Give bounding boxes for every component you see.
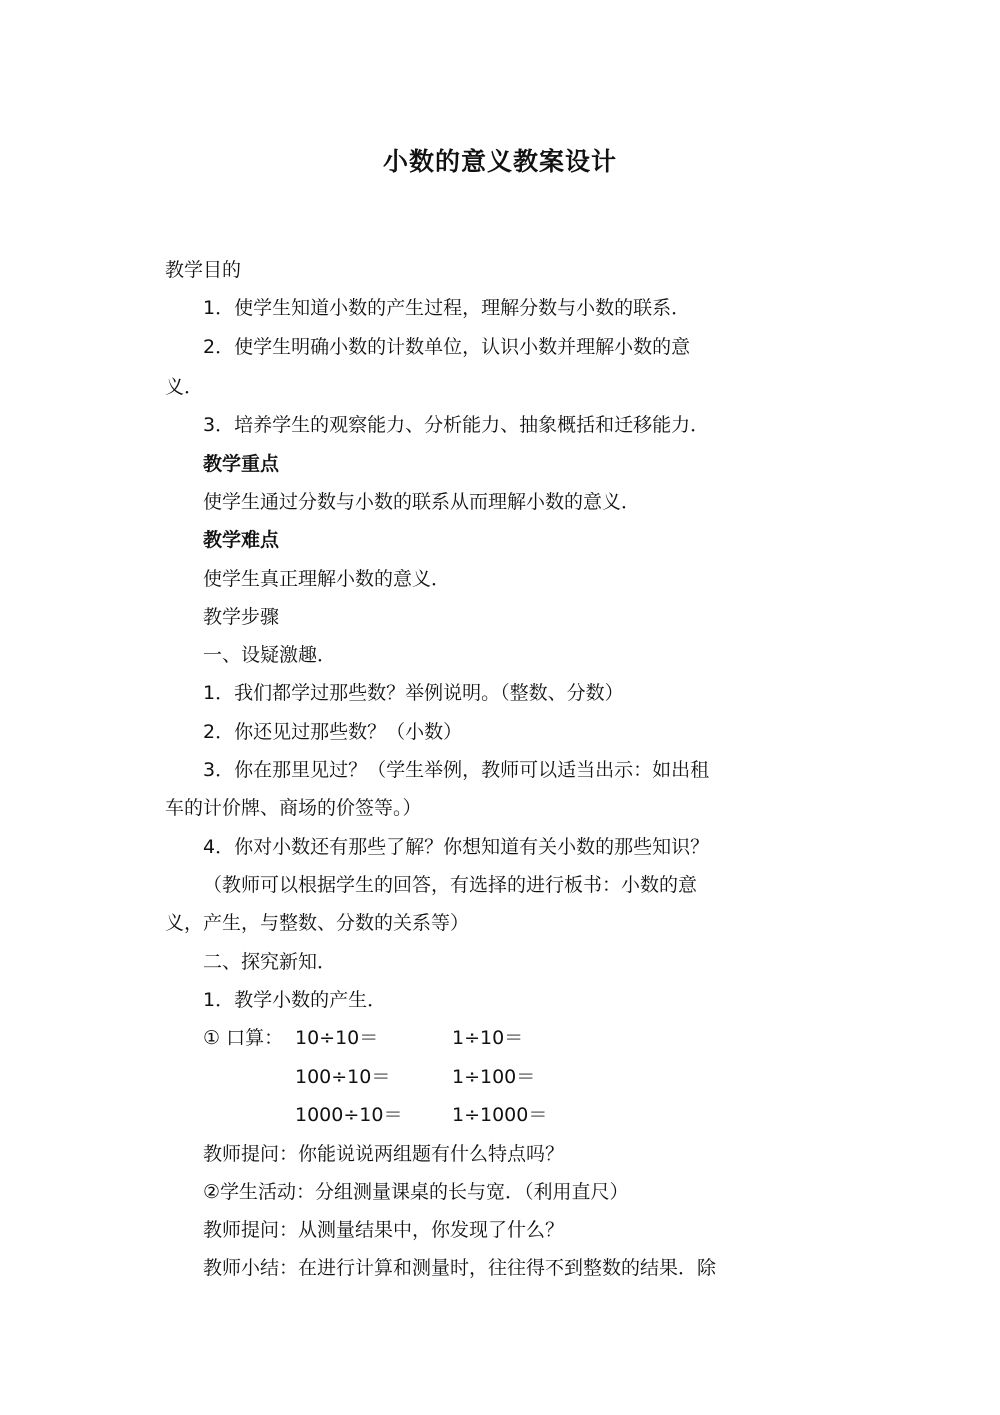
- oral-calc-right: 1÷10＝: [452, 1027, 524, 1049]
- oral-calc-right: 1÷1000＝: [452, 1104, 548, 1126]
- heading-key-point: 教学重点: [203, 453, 280, 475]
- heading-steps: 教学步骤: [203, 606, 280, 628]
- step2-title: 二、探究新知．: [203, 951, 337, 973]
- teacher-question-2: 教师提问：从测量结果中，你发现了什么？: [203, 1219, 565, 1241]
- page-title: 小数的意义教案设计: [382, 147, 617, 176]
- difficulty-text: 使学生真正理解小数的意义．: [203, 568, 451, 590]
- step1-note: （教师可以根据学生的回答，有选择的进行板书：小数的意: [203, 874, 698, 896]
- teacher-question-1: 教师提问：你能说说两组题有什么特点吗？: [203, 1143, 565, 1165]
- teacher-summary: 教师小结：在进行计算和测量时，往往得不到整数的结果．除: [203, 1257, 717, 1279]
- key-point-text: 使学生通过分数与小数的联系从而理解小数的意义．: [203, 491, 641, 513]
- oral-calc-left: 100÷10＝: [295, 1066, 391, 1088]
- heading-difficulty: 教学难点: [203, 529, 280, 551]
- step1-item: 3．你在那里见过？（学生举例，教师可以适当出示：如出租: [203, 759, 710, 781]
- step1-item: 1．我们都学过那些数？举例说明。（整数、分数）: [203, 682, 624, 704]
- heading-objectives: 教学目的: [165, 259, 242, 281]
- objective-2: 2．使学生明确小数的计数单位，认识小数并理解小数的意: [203, 336, 691, 358]
- student-activity: ②学生活动：分组测量课桌的长与宽．（利用直尺）: [203, 1181, 629, 1203]
- step1-note-cont: 义，产生，与整数、分数的关系等）: [165, 912, 470, 934]
- oral-calc-label: ① 口算：: [203, 1027, 284, 1049]
- oral-calc-right: 1÷100＝: [452, 1066, 536, 1088]
- step1-title: 一、设疑激趣．: [203, 644, 337, 666]
- objective-2-cont: 义．: [165, 376, 204, 398]
- objective-3: 3．培养学生的观察能力、分析能力、抽象概括和迁移能力．: [203, 414, 710, 436]
- objective-1: 1．使学生知道小数的产生过程，理解分数与小数的联系．: [203, 297, 691, 319]
- step1-item: 2．你还见过那些数？（小数）: [203, 721, 463, 743]
- step1-item: 4．你对小数还有那些了解？你想知道有关小数的那些知识？: [203, 836, 710, 858]
- oral-calc-left: 10÷10＝: [295, 1027, 379, 1049]
- step2-sub1: 1．教学小数的产生．: [203, 989, 387, 1011]
- oral-calc-left: 1000÷10＝: [295, 1104, 403, 1126]
- step1-item-cont: 车的计价牌、商场的价签等。）: [165, 797, 422, 819]
